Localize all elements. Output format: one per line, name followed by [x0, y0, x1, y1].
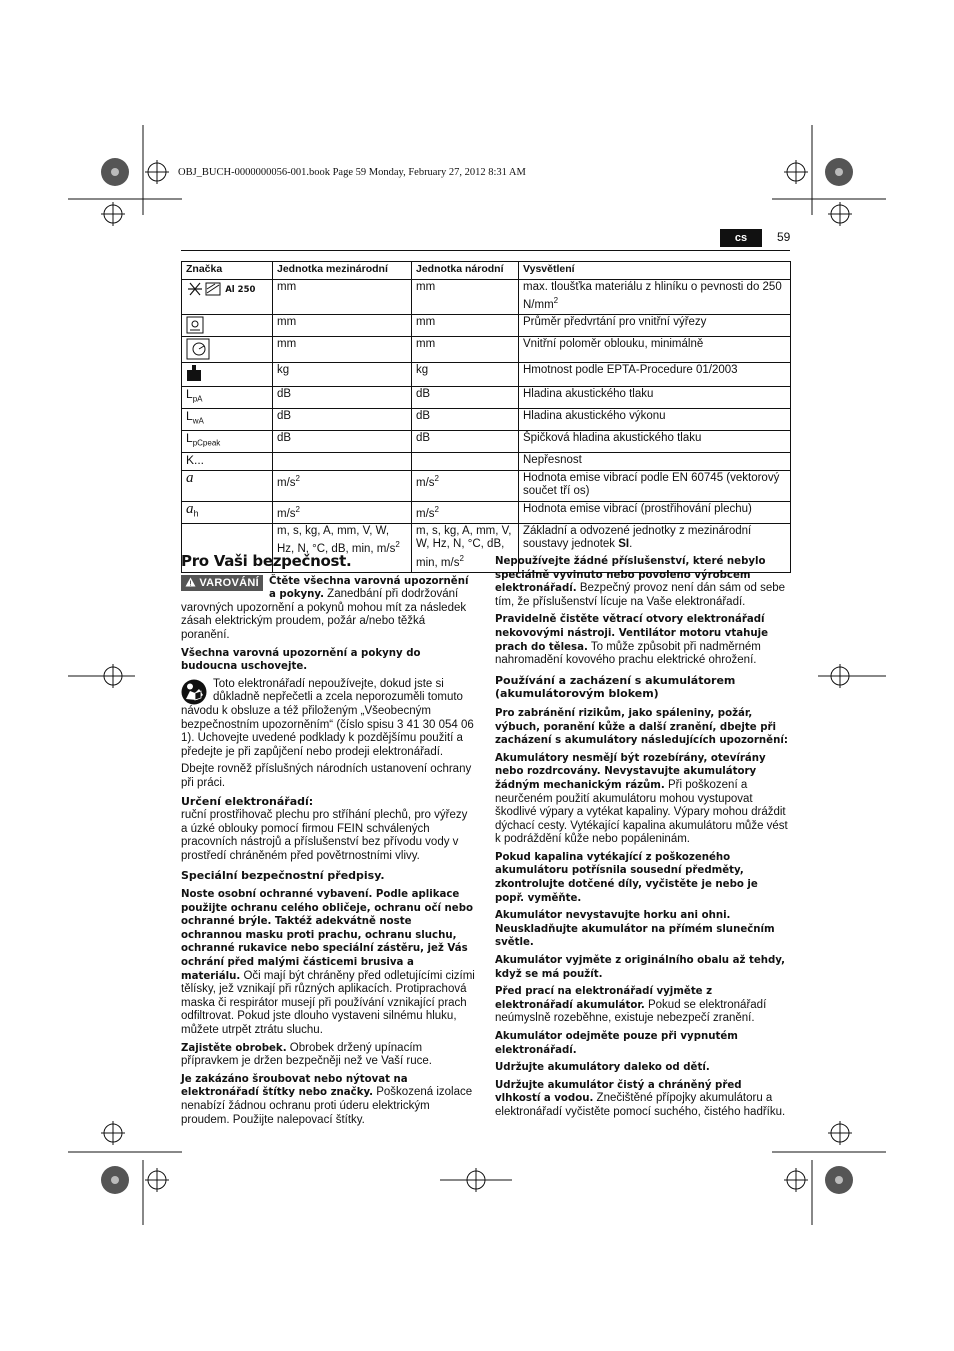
table-row	[182, 315, 791, 337]
table-cell: Průměr předvrtání pro vnitřní výřezy	[519, 315, 791, 337]
table-cell: mm	[412, 337, 519, 363]
table-cell: dB	[273, 387, 412, 409]
paragraph: Akumulátor nevystavujte horku ani ohni. Neuskladňujte akumulátor na přímém slunečním světle.	[495, 910, 775, 949]
paragraph: Udržujte akumulátor čistý a chráněný před vlhkostí a vodou. Znečištěné přípojky akumulátoru a elektronářadí vyčistěte pomocí suchého, čistého hadříku.	[495, 1079, 786, 1118]
column-header: Značka	[182, 262, 273, 280]
table-cell: mm	[412, 279, 519, 315]
column-header: Jednotka národní	[412, 262, 519, 280]
symbol-cell	[182, 279, 273, 315]
paragraph: Zajistěte obrobek. Obrobek držený upínacím přípravkem je držen bezpečněji než ve Vaší ruce.	[181, 1041, 432, 1068]
subheading: Určení elektronářadí:	[181, 794, 314, 808]
table-row	[182, 387, 791, 409]
page-number: 59	[777, 230, 791, 244]
symbol-cell: $a_h$	[182, 501, 273, 523]
paragraph: Noste osobní ochranné vybavení. Podle aplikace použijte ochranu celého obličeje, ochranu očí nebo ochranné brýle. Taktéž adekvátně noste ochrannou masku proti prachu, ochranu sluchu, ochranné rukavice nebo speciální zástěru, jež Vás ochrání před malými částicemi brusiva a materiálu. Oči mají být chráněny před odletujícími cizími tělísky, jež vznikají při různých aplikacích. Protiprachová maska či respirátor musejí při používání vznikající prach odfiltrovat. Pokud jste dlouho vystaveni silnému hluku, můžete utrpět ztrátu sluchu.	[181, 889, 475, 1036]
table-cell: mm	[273, 315, 412, 337]
table-cell: dB	[273, 431, 412, 453]
symbol-cell: $L_{pA}$	[182, 387, 273, 409]
table-cell: kg	[412, 363, 519, 387]
print-header: OBJ_BUCH-0000000056-001.book Page 59 Monday, February 27, 2012 8:31 AM	[178, 167, 526, 178]
table-cell: $m/s^2$	[412, 501, 519, 523]
table-cell: $m/s^2$	[273, 470, 412, 501]
paragraph: Nepoužívejte žádné příslušenství, které nebylo speciálně vyvinuto nebo povoleno výrobcem elektronářadí. Bezpečný provoz není dán sám od sebe tím, že příslušenství lícuje na Vaše elektronářadí.	[495, 556, 786, 608]
paragraph: Akumulátor vyjměte z originálního obalu až tehdy, když se má použít.	[495, 955, 785, 980]
paragraph: VAROVÁNÍ Čtěte všechna varovná upozornění a pokyny. Zanedbání při dodržování varovných upozornění a pokynů mohou mít za následek zásah elektrickým proudem, požár a/nebo těžká poranění.	[181, 575, 469, 641]
table-cell	[273, 453, 412, 471]
paragraph: Toto elektronářadí nepoužívejte, dokud jste si důkladně nepřečetli a zcela neporozuměli tomuto návodu k obsluze a též přiloženým „Všeobecným bezpečnostním upozorněním“ (číslo spisu 3 41 30 054 06 1). Uchovejte uvedené podklady k pozdějšímu použití a předejte je při zapůjčení nebo prodeji elektronářadí.	[181, 677, 474, 758]
symbol-cell: a	[182, 470, 273, 501]
table-cell: $m/s^2$	[412, 470, 519, 501]
table-cell: mm	[273, 279, 412, 315]
paragraph: Všechna varovná upozornění a pokyny do budoucna uschovejte.	[181, 647, 421, 673]
table-cell: Hladina akustického tlaku	[519, 387, 791, 409]
table-cell: kg	[273, 363, 412, 387]
table-row	[182, 363, 791, 387]
paragraph: Pravidelně čistěte větrací otvory elektronářadí nekovovými nástroji. Ventilátor motoru vtahuje prach do tělesa. To může způsobit při nadměrném nahromadění kovového prachu elektrické ohrožení.	[495, 614, 768, 667]
symbol-cell: $L_{wA}$	[182, 409, 273, 431]
paragraph: Udržujte akumulátory daleko od dětí.	[495, 1062, 710, 1074]
cutting-thickness-icon	[186, 281, 222, 297]
paragraph: Je zakázáno šroubovat nebo nýtovat na elektronářadí štítky nebo značky. Poškozená izolace nenabízí žádnou ochranu proti úderu elektrickým proudem. Použijte nalepovací štítky.	[181, 1073, 473, 1126]
symbol-cell: $L_{pCpeak}$	[182, 431, 273, 453]
table-cell: dB	[412, 387, 519, 409]
table-cell: mm	[273, 337, 412, 363]
predrill-diameter-icon	[186, 316, 204, 334]
symbol-cell	[182, 363, 273, 387]
table-cell: mm	[412, 315, 519, 337]
table-row	[182, 453, 791, 471]
table-cell: Hodnota emise vibrací podle EN 60745 (vektorový součet tří os)	[519, 470, 791, 501]
paragraph: Dbejte rovněž příslušných národních ustanovení ochrany při práci.	[181, 763, 472, 789]
table-cell: dB	[412, 409, 519, 431]
subheading: Speciální bezpečnostní předpisy.	[181, 869, 385, 883]
left-column	[181, 552, 475, 1131]
warning-triangle-icon	[185, 577, 196, 587]
table-cell: Základní a odvozené jednotky z mezinárodní soustavy jednotek SI.	[519, 523, 791, 572]
table-cell: $m/s^2$	[273, 501, 412, 523]
material-label: Al 250	[225, 284, 256, 295]
table-header-row	[182, 262, 791, 280]
language-badge: cs	[720, 229, 762, 247]
table-cell: dB	[273, 409, 412, 431]
table-cell: Hodnota emise vibrací (prostřihování plechu)	[519, 501, 791, 523]
symbol-cell: K...	[182, 453, 273, 471]
paragraph: Akumulátor odejměte pouze při vypnutém elektronářadí.	[495, 1031, 738, 1056]
table-row	[182, 409, 791, 431]
symbol-cell	[182, 315, 273, 337]
header-rule	[181, 250, 790, 251]
column-header: Vysvětlení	[519, 262, 791, 280]
paragraph: Před prací na elektronářadí vyjměte z elektronářadí akumulátor. Pokud se elektronářadí neúmyslně rozeběhne, existuje nebezpečí zranění.	[495, 986, 767, 1025]
right-column	[495, 555, 789, 1124]
paragraph: Akumulátory nesmějí být rozebírány, otevírány nebo rozdrcovány. Nevystavujte akumulátory žádným mechanickým rázům. Při poškození a neurčeném použití akumulátoru mohou vystupovat škodlivé výpary a vytékat kapaliny. Výpary mohou dráždit dýchací cesty. Vytékající kapalina akumulátoru může vést k podráždění kůže nebo popáleninám.	[495, 752, 788, 846]
subheading: Používání a zacházení s akumulátorem (akumulátorovým blokem)	[495, 673, 736, 701]
table-cell: Nepřesnost	[519, 453, 791, 471]
warning-badge: VAROVÁNÍ	[181, 575, 263, 591]
table-cell: m, s, kg, A, mm, V, W, Hz, N, °C, dB, min, $m/s^2$	[273, 523, 412, 572]
table-cell: Vnitřní poloměr oblouku, minimálně	[519, 337, 791, 363]
curve-radius-icon	[186, 338, 210, 360]
specification-table	[181, 261, 791, 573]
section-title: Pro Vaši bezpečnost.	[181, 552, 352, 570]
paragraph: Pro zabránění rizikům, jako spáleniny, požár, výbuch, poranění kůže a další zranění, dbejte při zacházení s akumulátory následujících upozornění:	[495, 707, 788, 747]
table-cell: m, s, kg, A, mm, V, W, Hz, N, °C, dB, min, $m/s^2$	[412, 523, 519, 572]
table-row	[182, 501, 791, 523]
table-cell: max. tloušťka materiálu z hliníku o pevnosti do 250 $N/mm^2$	[519, 279, 791, 315]
table-row	[182, 279, 791, 315]
symbol-cell	[182, 337, 273, 363]
column-header: Jednotka mezinárodní	[273, 262, 412, 280]
table-row	[182, 337, 791, 363]
paragraph: Pokud kapalina vytékající z poškozeného akumulátoru potřísnila sousední předměty, zkontrolujte dotčené díly, vyčistěte je nebo je popř. vyměňte.	[495, 851, 758, 904]
weight-icon	[186, 364, 202, 382]
table-cell: Hmotnost podle EPTA-Procedure 01/2003	[519, 363, 791, 387]
table-row	[182, 431, 791, 453]
read-manual-icon	[181, 679, 207, 705]
table-cell: Hladina akustického výkonu	[519, 409, 791, 431]
table-cell	[412, 453, 519, 471]
table-cell: Špičková hladina akustického tlaku	[519, 431, 791, 453]
table-row	[182, 470, 791, 501]
paragraph: ruční prostřihovač plechu pro stříhání plechů, pro výřezy a úzké oblouky pomocí firmou FEIN schválených pracovních nástrojů a příslušenství bez přívodu vody v prostředí chráněném před povětrnostními vlivy.	[181, 809, 468, 862]
table-cell: dB	[412, 431, 519, 453]
